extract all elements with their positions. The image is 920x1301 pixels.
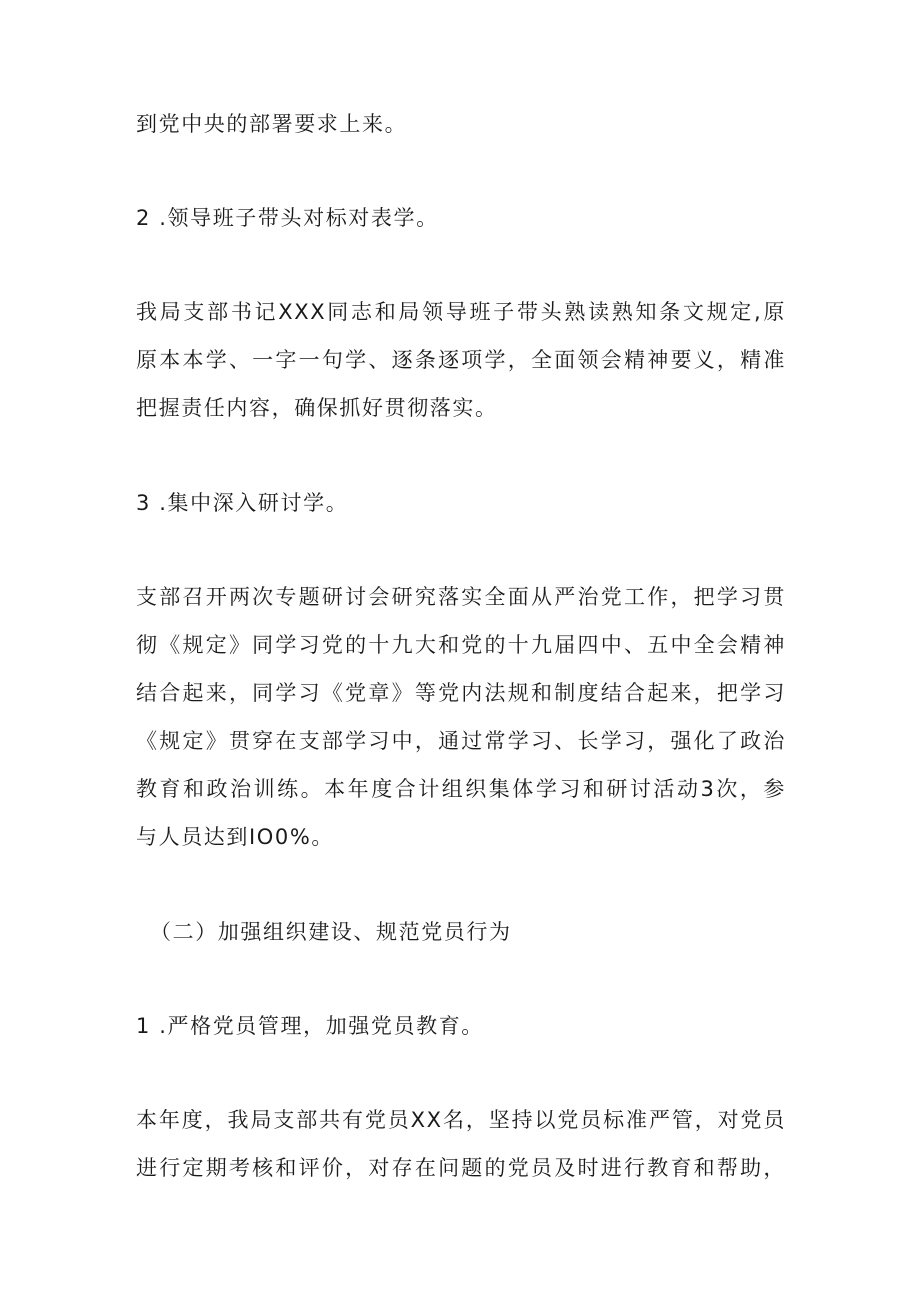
paragraph-line: 把握责任内容，确保抓好贯彻落实。 bbox=[136, 396, 498, 420]
paragraph-line: 原本本学、一字一句学、逐条逐项学，全面领会精神要义，精准 bbox=[136, 348, 786, 372]
section-heading: 3 .集中深入研讨学。 bbox=[136, 491, 349, 515]
paragraph-line: 教育和政治训练。本年度合计组织集体学习和研讨活动3次，参 bbox=[136, 777, 786, 801]
paragraph-line: 到党中央的部署要求上来。 bbox=[136, 112, 408, 136]
paragraph-line: 本年度，我局支部共有党员XX名，坚持以党员标准严管，对党员 bbox=[136, 1108, 786, 1132]
section-heading: 2 .领导班子带头对标对表学。 bbox=[136, 206, 439, 230]
subsection-heading: （二）加强组织建设、规范党员行为 bbox=[150, 920, 512, 944]
paragraph-line: 支部召开两次专题研讨会研究落实全面从严治党工作，把学习贯 bbox=[136, 585, 786, 609]
paragraph-line: 与人员达到IO0%。 bbox=[136, 825, 335, 849]
paragraph-line: 我局支部书记XXX同志和局领导班子带头熟读熟知条文规定,原 bbox=[136, 300, 786, 324]
paragraph-line: 进行定期考核和评价，对存在问题的党员及时进行教育和帮助， bbox=[136, 1156, 786, 1180]
section-heading: 1 .严格党员管理，加强党员教育。 bbox=[136, 1014, 484, 1038]
paragraph-line: 结合起来，同学习《党章》等党内法规和制度结合起来，把学习 bbox=[136, 681, 786, 705]
paragraph-line: 《规定》贯穿在支部学习中，通过常学习、长学习，强化了政治 bbox=[136, 729, 786, 753]
paragraph-line: 彻《规定》同学习党的十九大和党的十九届四中、五中全会精神 bbox=[136, 633, 786, 657]
